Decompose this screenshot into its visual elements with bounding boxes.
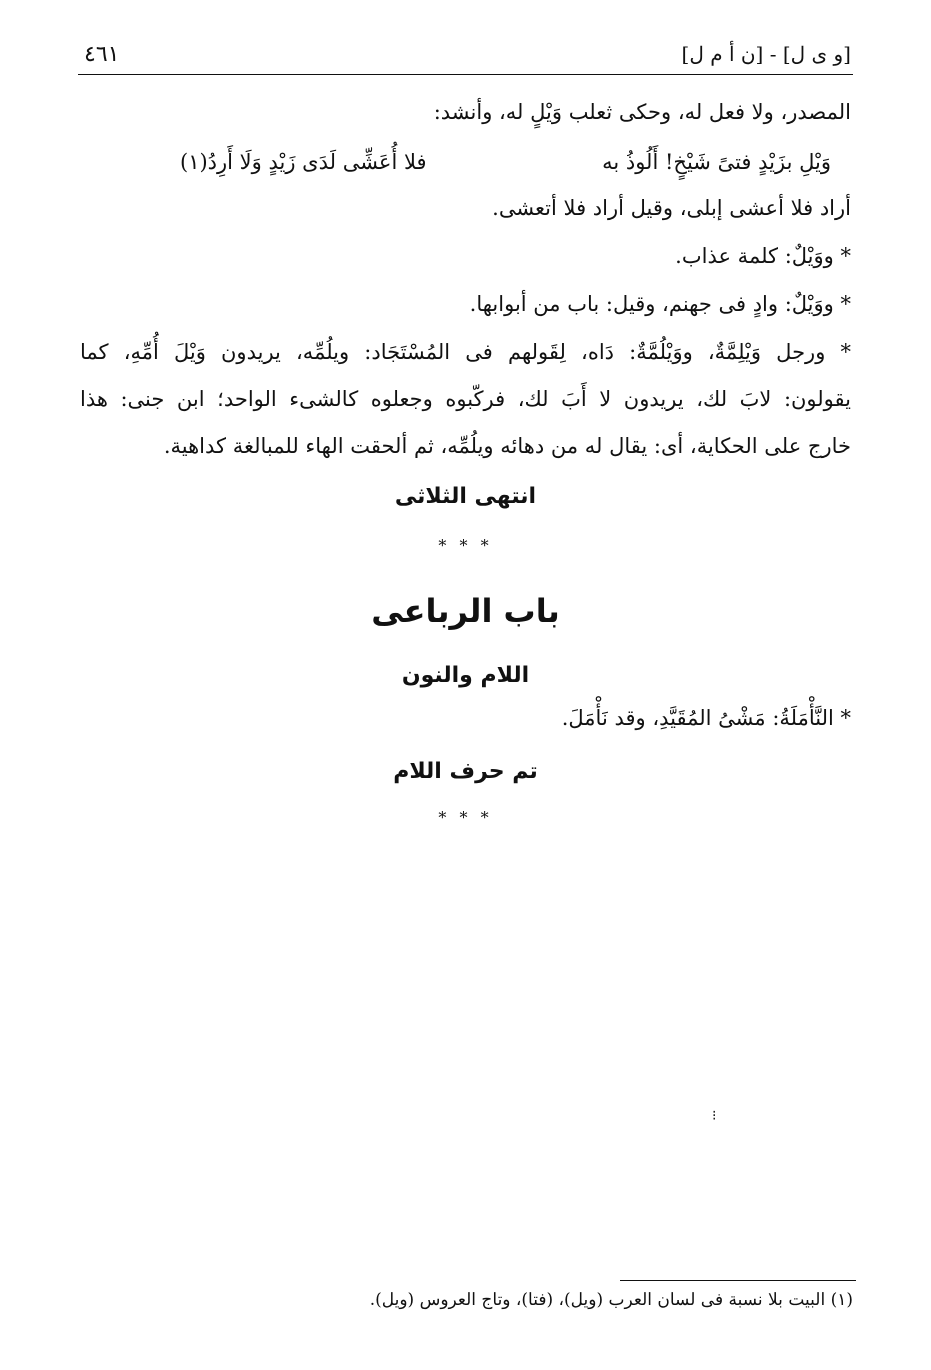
footnote: (١) البيت بلا نسبة فى لسان العرب (ويل)، (فتا)، وتاج العروس (ويل). bbox=[369, 1290, 853, 1310]
text-line: المصدر، ولا فعل له، وحكى ثعلب وَيْلٍ له، وأنشد: bbox=[433, 100, 851, 124]
text-line: يقولون: لابَ لك، يريدون لا أَبَ لك، فركّبوه وجعلوه كالشىء الواحد؛ ابن جنى: هذا bbox=[80, 387, 851, 411]
section-end-heading: انتهى الثلاثى bbox=[394, 484, 537, 509]
text-line: * ووَيْلٌ: كلمة عذاب. bbox=[675, 244, 851, 268]
section-divider: * * * bbox=[438, 536, 493, 555]
letter-end-heading: تم حرف اللام bbox=[393, 759, 538, 784]
chapter-title: باب الرباعى bbox=[371, 592, 560, 630]
text-line: * النَّأْمَلَةُ: مَشْىُ المُقَيَّدِ، وقد نَأْمَلَ. bbox=[561, 706, 851, 730]
running-head: [و ى ل] - [ن أ م ل] bbox=[681, 42, 851, 66]
page-number: ٤٦١ bbox=[84, 42, 120, 67]
stray-mark: ⁝ bbox=[712, 1108, 717, 1124]
poetry-verse bbox=[180, 150, 831, 180]
text-line: خارج على الحكاية، أى: يقال له من دهائه ويلُمِّه، ثم ألحقت الهاء للمبالغة كداهية. bbox=[163, 434, 851, 458]
verse-first-hemistich: وَيْلِ بزَيْدٍ فتىً شَيْخٍ! أَلُوذُ به bbox=[602, 150, 831, 174]
text-line: أراد فلا أعشى إبلى، وقيل أراد فلا أتعشى. bbox=[492, 196, 851, 220]
section-divider: * * * bbox=[438, 808, 493, 827]
page-header bbox=[78, 38, 853, 78]
header-rule bbox=[78, 74, 853, 75]
subsection-heading: اللام والنون bbox=[401, 663, 530, 688]
text-line: * ورجل وَيْلِمَّةٌ، ووَيْلُمَّةٌ: دَاه، لِقَولهم فى المُسْتَجَاد: ويلُمِّه، يريدون وَيْلَ أُمِّهِ، كما bbox=[80, 340, 851, 364]
verse-second-hemistich: فلا أُعَشِّى لَدَى زَيْدٍ وَلَا أَرِدُ(١) bbox=[180, 150, 427, 174]
footnote-rule bbox=[620, 1280, 856, 1281]
text-line: * ووَيْلٌ: وادٍ فى جهنم، وقيل: باب من أبوابها. bbox=[469, 292, 851, 316]
